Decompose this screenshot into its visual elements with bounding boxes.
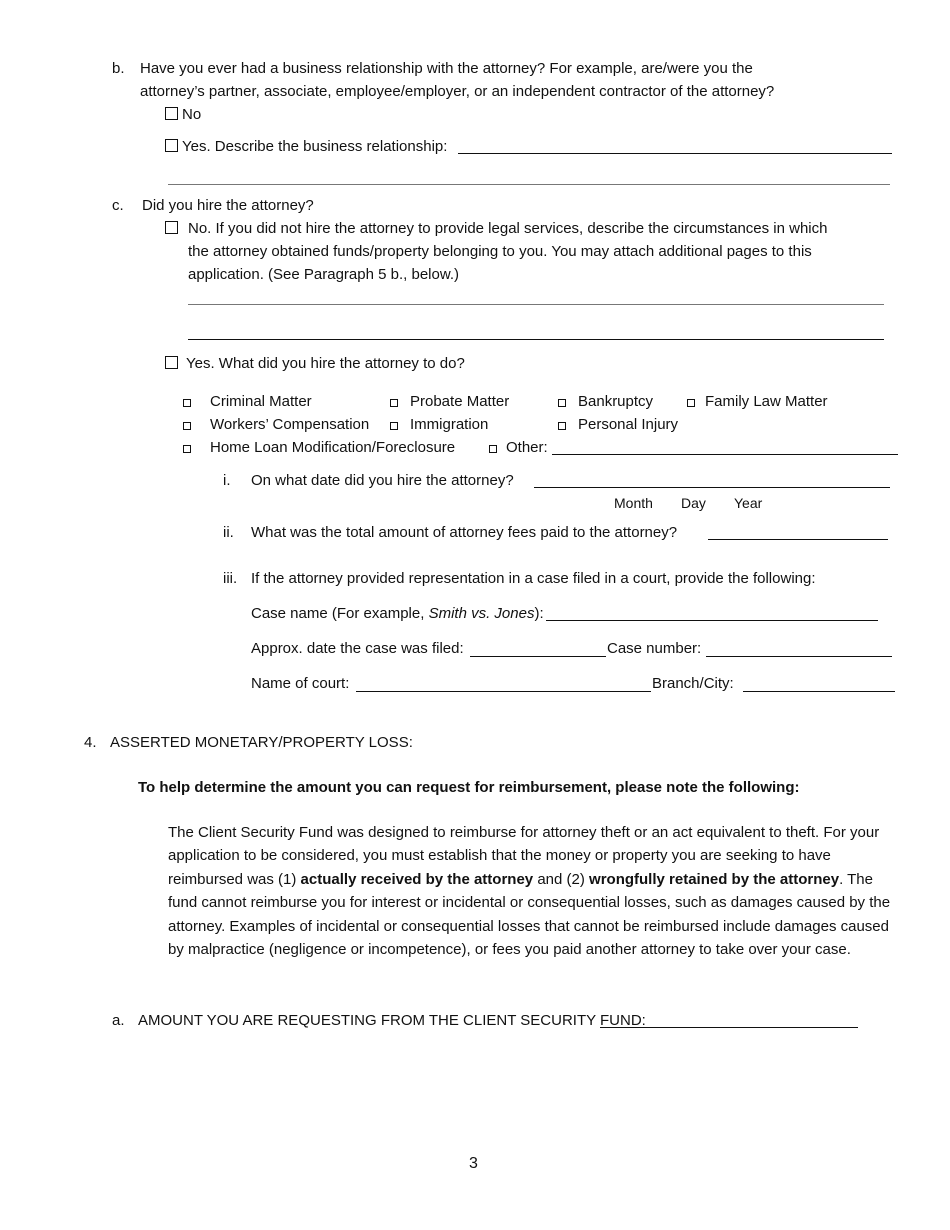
circumstances-input-line-1[interactable]	[188, 304, 884, 305]
workers-compensation-label: Workers’ Compensation	[210, 416, 370, 433]
branch-city-input-line[interactable]	[743, 691, 895, 692]
section-4-heading: ASSERTED MONETARY/PROPERTY LOSS:	[110, 734, 413, 751]
hire-date-day-label: Day	[681, 495, 706, 511]
other-matter-input-line[interactable]	[552, 454, 898, 455]
question-c-text: Did you hire the attorney?	[142, 197, 314, 214]
bankruptcy-label: Bankruptcy	[578, 393, 654, 410]
personal-injury-checkbox[interactable]	[558, 422, 566, 430]
hired-yes-checkbox[interactable]	[165, 356, 178, 369]
business-relationship-yes-label: Yes. Describe the business relationship:	[182, 138, 448, 155]
criminal-matter-label: Criminal Matter	[210, 393, 312, 410]
question-c-marker: c.	[112, 197, 124, 214]
case-number-input-line[interactable]	[706, 656, 892, 657]
reimbursement-note: To help determine the amount you can request for reimbursement, please note the following:	[138, 779, 800, 796]
family-law-matter-label: Family Law Matter	[705, 393, 828, 410]
item-a-marker: a.	[112, 1012, 125, 1029]
case-filed-date-input-line[interactable]	[470, 656, 606, 657]
case-name-label: Case name (For example, Smith vs. Jones):	[251, 605, 544, 622]
branch-city-label: Branch/City:	[652, 675, 734, 692]
hired-no-text-line2: the attorney obtained funds/property belonging to you. You may attach additional pages to this	[188, 243, 812, 260]
page-number: 3	[469, 1155, 478, 1172]
other-matter-label: Other:	[506, 439, 548, 456]
client-security-fund-paragraph: The Client Security Fund was designed to reimburse for attorney theft or an act equivalent to theft. For your application to be considered, you must establish that the money or property you are seeking to have reimbursed was (1) actually received by the attorney and (2) wrongfully retained by the attorney. The fund cannot reimburse you for interest or incidental or consequential losses, such as damages caused by the attorney. Examples of incidental or consequential losses that cannot be reimbursed include damages caused by malpractice (negligence or incompetence), or fees you paid another attorney to take over your case.	[168, 824, 891, 959]
home-loan-label: Home Loan Modification/Foreclosure	[210, 439, 456, 456]
hire-date-year-label: Year	[734, 495, 763, 511]
hire-date-month-label: Month	[614, 495, 653, 511]
immigration-checkbox[interactable]	[390, 422, 398, 430]
hired-no-text-line1: No. If you did not hire the attorney to provide legal services, describe the circumstances in which	[188, 220, 828, 237]
hired-no-text-line3: application. (See Paragraph 5 b., below.)	[188, 266, 460, 283]
home-loan-checkbox[interactable]	[183, 445, 191, 453]
hired-yes-label: Yes. What did you hire the attorney to do?	[186, 355, 465, 372]
criminal-matter-checkbox[interactable]	[183, 399, 191, 407]
probate-matter-label: Probate Matter	[410, 393, 510, 410]
sub-i-marker: i.	[223, 472, 231, 489]
family-law-matter-checkbox[interactable]	[687, 399, 695, 407]
hired-no-checkbox[interactable]	[165, 221, 178, 234]
question-b-text-line1: Have you ever had a business relationship with the attorney? For example, are/were you the	[140, 60, 753, 77]
court-name-label: Name of court:	[251, 675, 350, 692]
case-name-input-line[interactable]	[546, 620, 878, 621]
personal-injury-label: Personal Injury	[578, 416, 679, 433]
circumstances-input-line-2[interactable]	[188, 339, 884, 340]
case-filed-date-label: Approx. date the case was filed:	[251, 640, 464, 657]
amount-requested-input-line[interactable]	[600, 1027, 858, 1028]
attorney-fees-question: What was the total amount of attorney fees paid to the attorney?	[251, 524, 678, 541]
sub-iii-marker: iii.	[223, 570, 238, 587]
other-matter-checkbox[interactable]	[489, 445, 497, 453]
question-b-text-line2: attorney’s partner, associate, employee/employer, or an independent contractor of the attorney?	[140, 83, 775, 100]
bankruptcy-checkbox[interactable]	[558, 399, 566, 407]
hire-date-input-line[interactable]	[534, 487, 890, 488]
court-case-question: If the attorney provided representation in a case filed in a court, provide the following:	[251, 570, 816, 587]
attorney-fees-input-line[interactable]	[708, 539, 888, 540]
immigration-label: Immigration	[410, 416, 489, 433]
business-relationship-input-line[interactable]	[458, 153, 892, 154]
hire-date-question: On what date did you hire the attorney?	[251, 472, 514, 489]
business-relationship-yes-checkbox[interactable]	[165, 139, 178, 152]
workers-compensation-checkbox[interactable]	[183, 422, 191, 430]
court-name-input-line[interactable]	[356, 691, 651, 692]
question-b-marker: b.	[112, 60, 125, 77]
business-relationship-input-line-2[interactable]	[168, 184, 890, 185]
amount-requested-label: AMOUNT YOU ARE REQUESTING FROM THE CLIENT SECURITY FUND:	[138, 1012, 646, 1029]
business-relationship-no-label: No	[182, 106, 202, 123]
probate-matter-checkbox[interactable]	[390, 399, 398, 407]
business-relationship-no-checkbox[interactable]	[165, 107, 178, 120]
case-number-label: Case number:	[607, 640, 702, 657]
sub-ii-marker: ii.	[223, 524, 234, 541]
section-4-marker: 4.	[84, 734, 97, 751]
